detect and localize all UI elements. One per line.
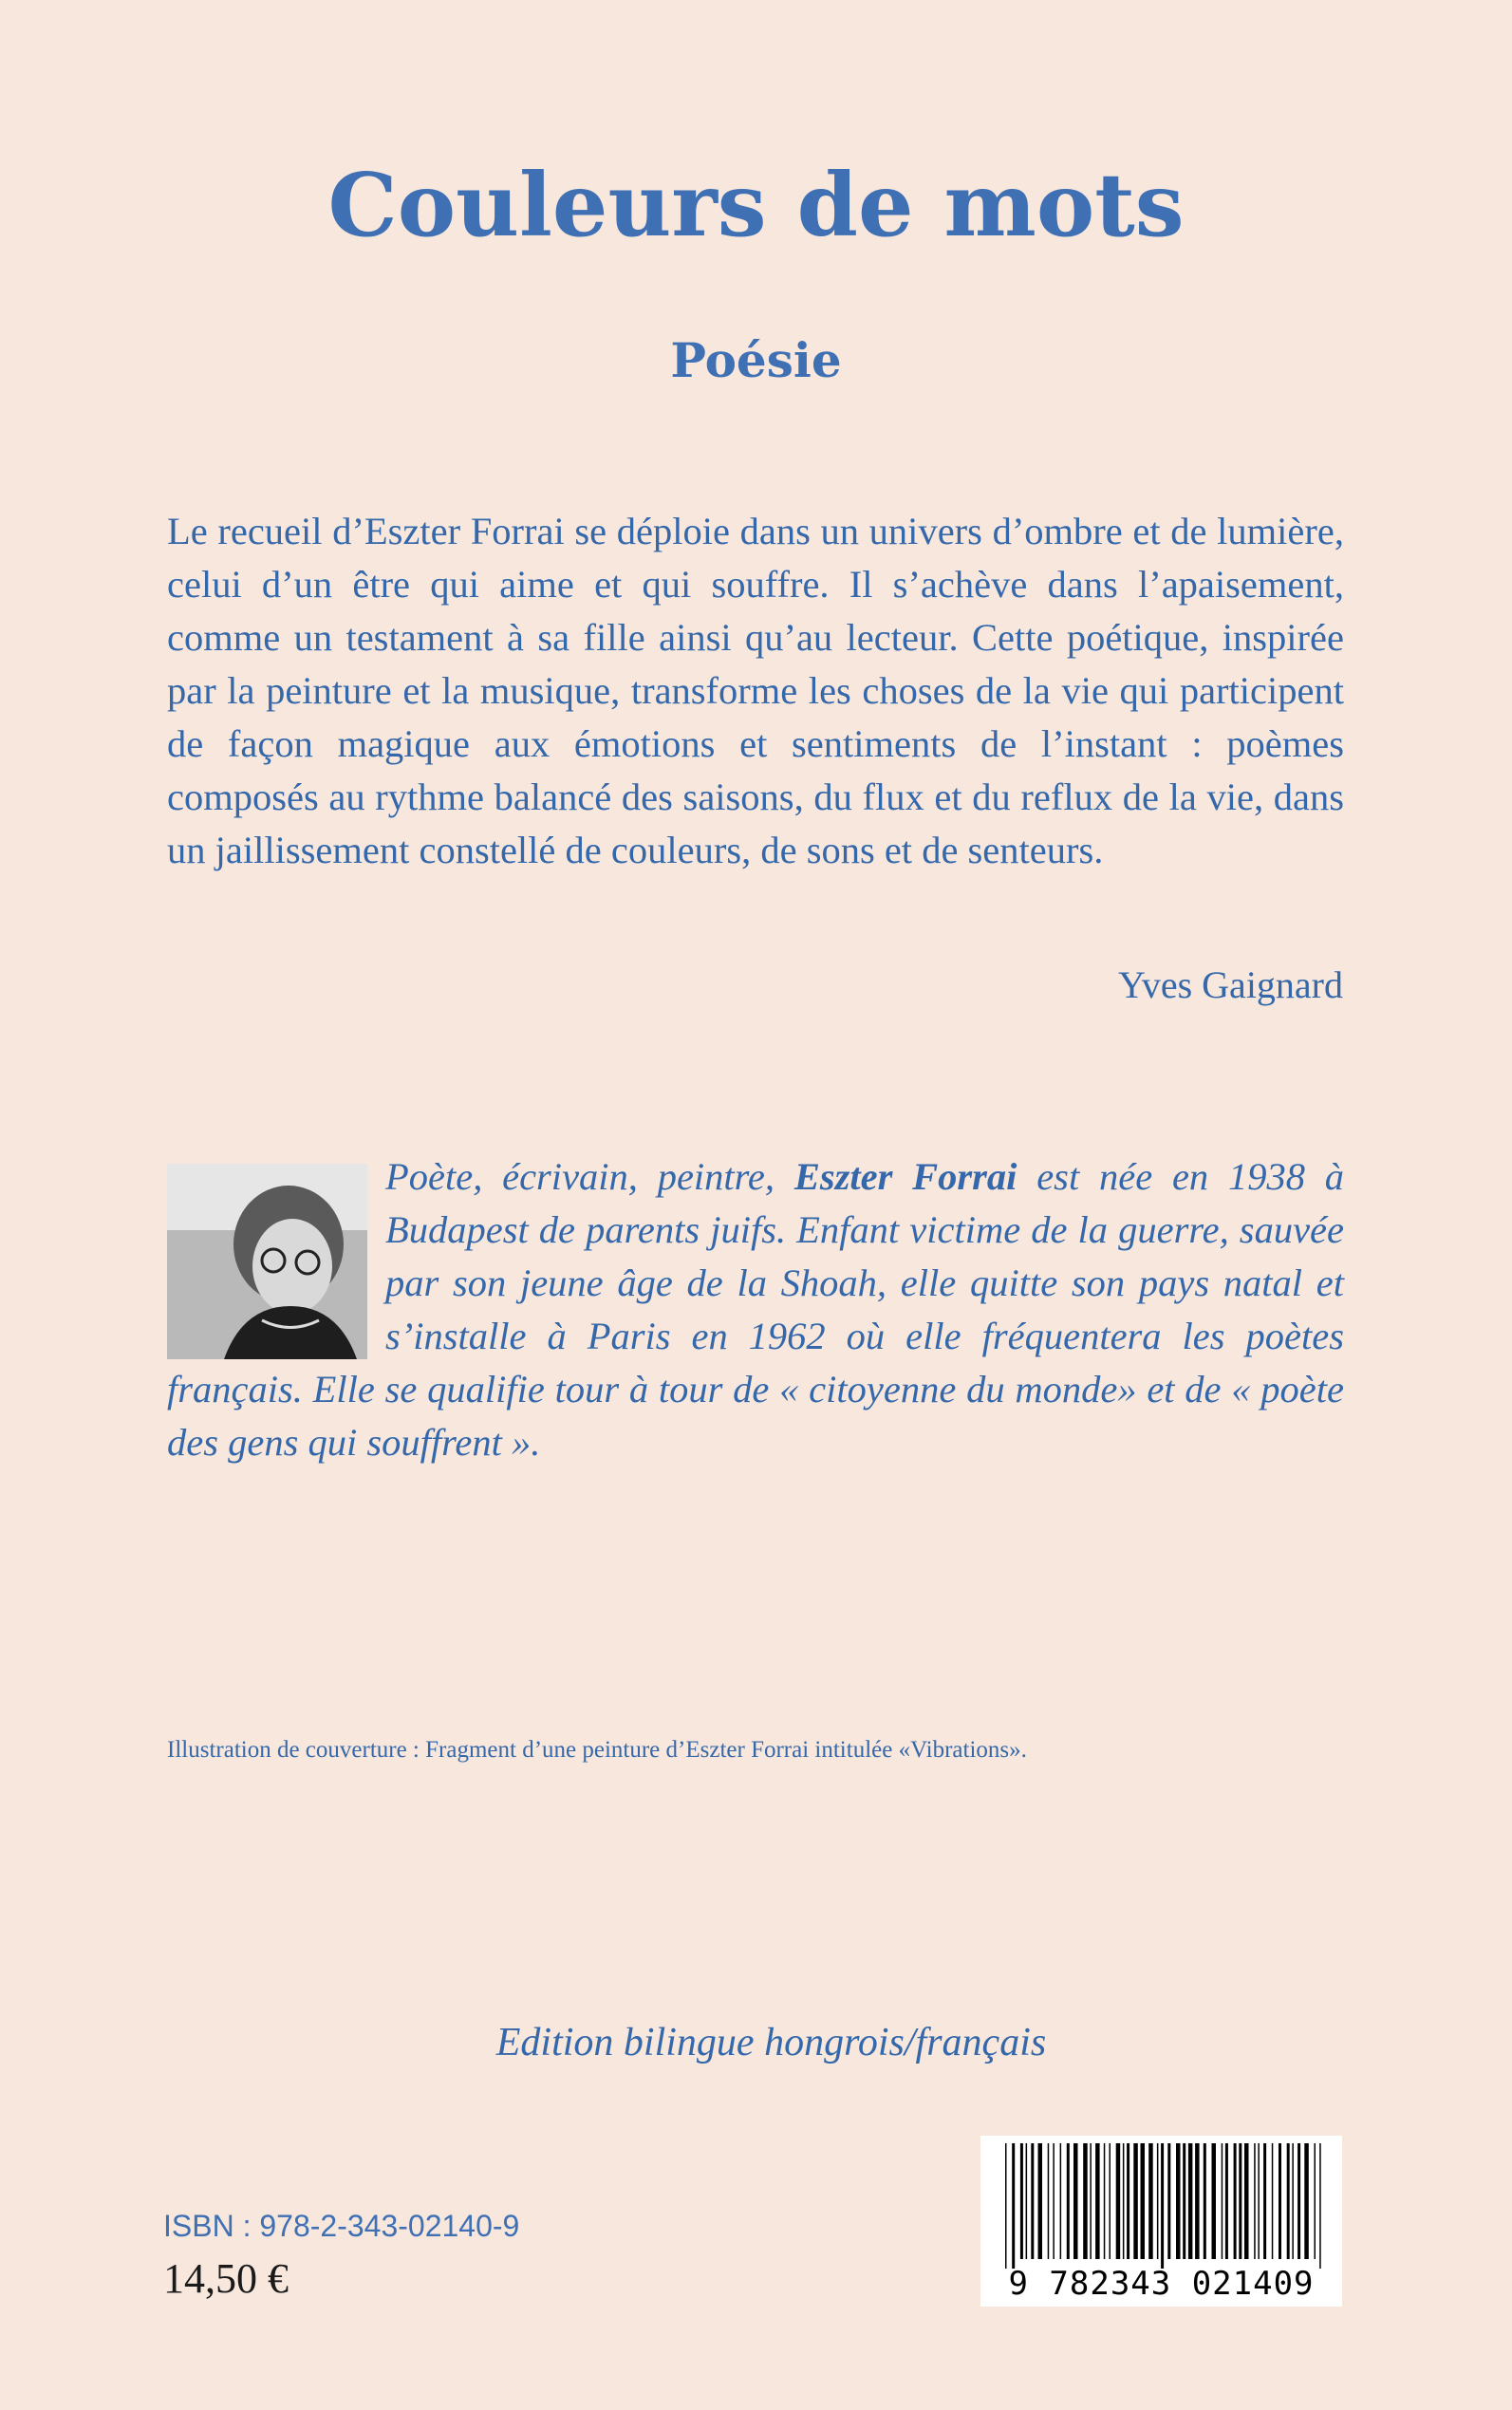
barcode-bar <box>1161 2143 1164 2269</box>
barcode-bar <box>1204 2143 1206 2259</box>
barcode-bar <box>1020 2143 1023 2259</box>
barcode-bar <box>1123 2143 1125 2259</box>
barcode-bar <box>1234 2143 1237 2259</box>
barcode-bar <box>1157 2143 1159 2259</box>
barcode-bar <box>1263 2143 1266 2259</box>
barcode-bar <box>1133 2143 1138 2259</box>
barcode-bar <box>1083 2143 1088 2259</box>
barcode-bar <box>1116 2143 1121 2259</box>
barcode-bar <box>1053 2143 1055 2259</box>
barcode-bar <box>1183 2143 1185 2259</box>
barcode-bar <box>1244 2143 1249 2259</box>
barcode-bar <box>1258 2143 1260 2259</box>
barcode-bar <box>1176 2143 1181 2259</box>
author-biography <box>167 1150 1344 1469</box>
blurb-author: Yves Gaignard <box>1117 963 1343 1006</box>
illustration-credit: Illustration de couverture : Fragment d’une peinture d’Eszter Forrai intitulée «Vibrations». <box>167 1737 1027 1763</box>
barcode-bar <box>1060 2143 1062 2259</box>
barcode-bar <box>1012 2143 1015 2269</box>
price: 14,50 € <box>163 2255 289 2302</box>
barcode-bar <box>1292 2143 1294 2259</box>
bio-rest: est née en 1938 à Budapest de parents juifs. Enfant victime de la guerre, sauvée par son jeune âge de la Shoah, elle quitte son pays natal et s’installe à Paris en 1962 où elle fréquentera les poètes français. Elle se qualifie tour à tour de « citoyenne du monde» et de « poète des gens qui souffrent ». <box>167 1155 1344 1464</box>
barcode-bar <box>1073 2143 1078 2259</box>
book-title: Couleurs de mots <box>327 154 1185 256</box>
barcode-bar <box>1297 2143 1300 2259</box>
barcode-bar <box>1026 2143 1028 2259</box>
barcode-bar <box>1038 2143 1043 2259</box>
barcode-bar <box>1188 2143 1193 2259</box>
barcode-bar <box>1304 2143 1309 2259</box>
photo-spacer <box>167 1150 385 1363</box>
barcode-bar <box>1272 2143 1274 2259</box>
barcode-bar <box>1104 2143 1106 2259</box>
barcode-bar <box>1287 2143 1290 2259</box>
barcode-bar <box>1167 2143 1170 2259</box>
barcode-bar <box>1319 2143 1321 2269</box>
barcode-bar <box>1127 2143 1129 2259</box>
barcode-bar <box>1222 2143 1223 2259</box>
barcode-bar <box>1239 2143 1241 2259</box>
barcode <box>980 2136 1342 2307</box>
barcode-bar <box>1148 2143 1153 2259</box>
barcode-bar <box>1279 2143 1281 2259</box>
barcode-bar <box>1315 2143 1316 2259</box>
barcode-bar <box>1254 2143 1256 2259</box>
barcode-bar <box>1048 2143 1050 2259</box>
bio-author-name: Eszter Forrai <box>793 1155 1017 1198</box>
barcode-bars <box>980 2136 1342 2269</box>
barcode-bar <box>1141 2143 1146 2259</box>
barcode-bar <box>1095 2143 1100 2259</box>
barcode-bar <box>1212 2143 1217 2259</box>
barcode-bar <box>1225 2143 1228 2259</box>
edition-note: Edition bilingue hongrois/français <box>495 2021 1047 2064</box>
isbn: ISBN : 978-2-343-02140-9 <box>163 2209 520 2243</box>
barcode-bar <box>1110 2143 1111 2259</box>
barcode-bar <box>1031 2143 1034 2259</box>
barcode-number: 9 782343 021409 <box>1008 2265 1315 2303</box>
bio-lead: Poète, écrivain, peintre, <box>385 1155 794 1198</box>
barcode-bar <box>1090 2143 1092 2259</box>
barcode-bar <box>1005 2143 1007 2269</box>
book-genre: Poésie <box>670 332 842 388</box>
back-cover-blurb: Le recueil d’Eszter Forrai se déploie dans un univers d’ombre et de lumière, celui d’un être qui aime et qui souffre. Il s’achève dans l’apaisement, comme un testament à sa fille ainsi qu’au lecteur. Cette poétique, inspirée par la peinture et la musique, transforme les choses de la vie qui participent de façon magique aux émotions et sentiments de l’instant : poèmes composés au rythme balancé des saisons, du flux et du reflux de la vie, dans un jaillissement constellé de couleurs, de sons et de senteurs. <box>167 510 1344 871</box>
barcode-bar <box>1195 2143 1200 2259</box>
barcode-bar <box>1067 2143 1070 2259</box>
